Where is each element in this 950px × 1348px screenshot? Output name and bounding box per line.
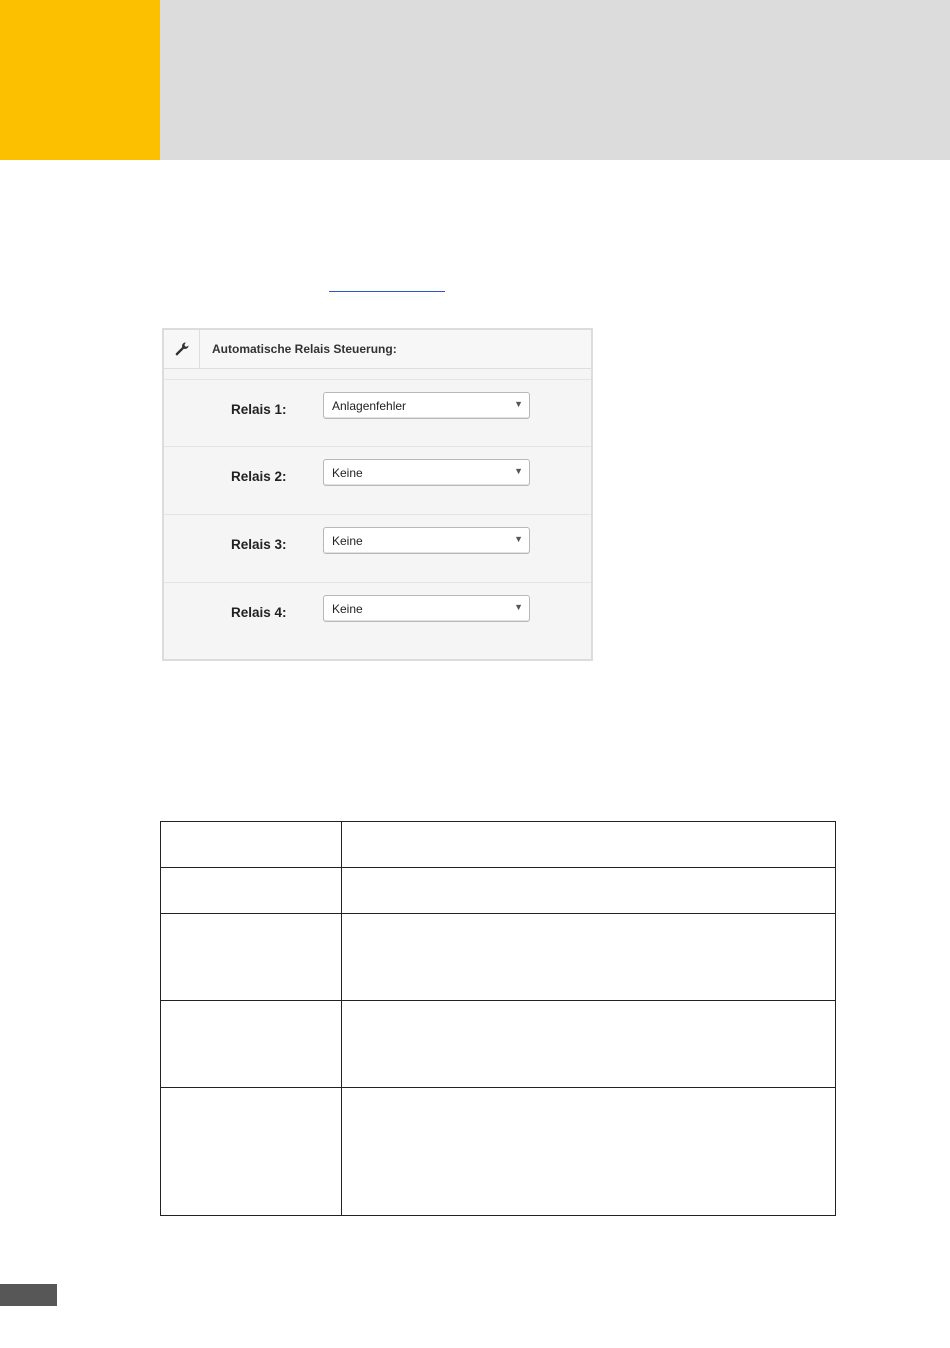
table-cell [161,914,342,1001]
table-cell [342,1088,836,1216]
chevron-down-icon: ▼ [514,602,523,612]
table-row [161,822,836,868]
table-row [161,868,836,914]
table-cell [342,822,836,868]
relay-control-panel [162,328,593,661]
relay-row-4 [164,583,591,650]
page-number-tab [0,1284,57,1306]
description-table [160,821,836,1216]
relay-4-select[interactable] [323,595,530,622]
table-row [161,1088,836,1216]
panel-title: Automatische Relais Steuerung: [212,342,397,356]
table-cell [161,1088,342,1216]
chevron-down-icon: ▼ [514,534,523,544]
hyperlink-underline[interactable] [329,291,445,292]
chevron-down-icon: ▼ [514,399,523,409]
relay-1-select[interactable] [323,392,530,419]
relay-4-select-value: Keine [332,602,363,616]
table-cell [161,868,342,914]
table-cell [161,1001,342,1088]
table-cell [342,868,836,914]
relay-3-select[interactable] [323,527,530,554]
relay-row-2 [164,447,591,515]
table-cell [342,914,836,1001]
relay-2-select[interactable] [323,459,530,486]
relay-label-2: Relais 2: [231,469,287,484]
chapter-accent-block [0,0,160,160]
relay-3-select-value: Keine [332,534,363,548]
relay-row-1 [164,379,591,447]
relay-2-select-value: Keine [332,466,363,480]
table-row [161,914,836,1001]
chevron-down-icon: ▼ [514,466,523,476]
relay-1-select-value: Anlagenfehler [332,399,407,413]
chapter-header-band [160,0,950,160]
relay-row-3 [164,515,591,583]
table-cell [161,822,342,868]
panel-header [164,330,591,369]
relay-label-4: Relais 4: [231,605,287,620]
table-row [161,1001,836,1088]
relay-label-3: Relais 3: [231,537,287,552]
table-cell [342,1001,836,1088]
wrench-icon [164,330,200,368]
relay-label-1: Relais 1: [231,402,287,417]
